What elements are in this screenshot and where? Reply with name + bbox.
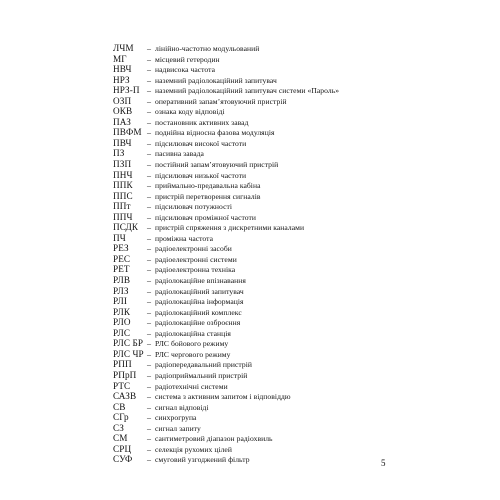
abbreviations-list bbox=[113, 43, 339, 465]
abbreviation-definition: смуговий узгоджений фільтр bbox=[155, 455, 250, 465]
abbreviation-term: РПП bbox=[113, 359, 132, 370]
abbreviation-term: ПНЧ bbox=[113, 169, 133, 180]
abbreviation-row bbox=[113, 191, 339, 202]
page-number: 5 bbox=[381, 458, 386, 468]
abbreviation-row bbox=[113, 328, 339, 339]
abbreviation-row bbox=[113, 307, 339, 318]
abbreviation-row bbox=[113, 138, 339, 149]
abbreviation-definition: підсилювач низької частоти bbox=[155, 170, 247, 180]
abbreviation-definition: радіолокаційний комплекс bbox=[155, 307, 242, 317]
abbreviation-term: РЛС bbox=[113, 327, 131, 338]
abbreviation-term: РПрП bbox=[113, 369, 137, 380]
abbreviation-term: СЗ bbox=[113, 422, 124, 433]
abbreviation-term: ПСДК bbox=[113, 222, 139, 233]
abbreviation-dash: – bbox=[147, 444, 151, 454]
abbreviation-definition: радіоприймальний пристрій bbox=[155, 370, 248, 380]
abbreviation-term: ППС bbox=[113, 190, 133, 201]
abbreviation-definition: радіолокаційне озброєння bbox=[155, 318, 241, 328]
abbreviation-dash: – bbox=[147, 276, 151, 286]
abbreviation-definition: радіолокаційний запитувач bbox=[155, 286, 244, 296]
abbreviation-definition: підсилювач потужності bbox=[155, 202, 233, 212]
abbreviation-row bbox=[113, 201, 339, 212]
abbreviation-term: САЗВ bbox=[113, 391, 137, 402]
abbreviation-term: МГ bbox=[113, 53, 127, 64]
abbreviation-term: ППт bbox=[113, 201, 131, 212]
abbreviation-definition: радіолокаційна станція bbox=[155, 328, 231, 338]
abbreviation-definition: система з активним запитом і відповіддю bbox=[155, 392, 291, 402]
abbreviation-dash: – bbox=[147, 128, 151, 138]
abbreviation-dash: – bbox=[147, 381, 151, 391]
abbreviation-definition: проміжна частота bbox=[155, 233, 214, 243]
abbreviation-row bbox=[113, 359, 339, 370]
abbreviation-definition: радіопередавальний пристрій bbox=[155, 360, 252, 370]
abbreviation-dash: – bbox=[147, 318, 151, 328]
abbreviation-term: РЛВ bbox=[113, 275, 131, 286]
abbreviation-row bbox=[113, 222, 339, 233]
abbreviation-dash: – bbox=[147, 423, 151, 433]
abbreviation-dash: – bbox=[147, 117, 151, 127]
abbreviation-dash: – bbox=[147, 65, 151, 75]
abbreviation-row bbox=[113, 444, 339, 455]
abbreviation-row bbox=[113, 433, 339, 444]
abbreviation-row bbox=[113, 317, 339, 328]
abbreviation-dash: – bbox=[147, 265, 151, 275]
abbreviation-dash: – bbox=[147, 96, 151, 106]
abbreviation-term: ОЗП bbox=[113, 95, 132, 106]
abbreviation-row bbox=[113, 275, 339, 286]
abbreviation-row bbox=[113, 296, 339, 307]
abbreviation-term: ЛЧМ bbox=[113, 43, 134, 53]
abbreviation-row bbox=[113, 75, 339, 86]
abbreviation-definition: радіотехнічні системи bbox=[155, 381, 228, 391]
abbreviation-dash: – bbox=[147, 181, 151, 191]
abbreviation-row bbox=[113, 212, 339, 223]
abbreviation-dash: – bbox=[147, 392, 151, 402]
abbreviation-term: ППК bbox=[113, 180, 133, 191]
abbreviation-term: РТС bbox=[113, 380, 131, 391]
abbreviation-term: НРЗ-П bbox=[113, 85, 140, 96]
abbreviation-definition: селекція рухомих цілей bbox=[155, 444, 232, 454]
abbreviation-dash: – bbox=[147, 160, 151, 170]
abbreviation-dash: – bbox=[147, 191, 151, 201]
abbreviation-dash: – bbox=[147, 138, 151, 148]
abbreviation-row bbox=[113, 54, 339, 65]
abbreviation-dash: – bbox=[147, 455, 151, 465]
abbreviation-dash: – bbox=[147, 297, 151, 307]
abbreviation-row bbox=[113, 117, 339, 128]
abbreviation-dash: – bbox=[147, 328, 151, 338]
abbreviation-definition: місцевий гетеродин bbox=[155, 54, 220, 64]
abbreviation-definition: оперативний запам’ятовуючий пристрій bbox=[155, 96, 287, 106]
abbreviation-dash: – bbox=[147, 434, 151, 444]
abbreviation-dash: – bbox=[147, 360, 151, 370]
abbreviation-term: РЛЗ bbox=[113, 285, 129, 296]
abbreviation-term: РЛО bbox=[113, 317, 131, 328]
abbreviation-definition: пасивна завада bbox=[155, 149, 204, 159]
abbreviation-row bbox=[113, 233, 339, 244]
abbreviation-row bbox=[113, 180, 339, 191]
abbreviation-definition: надвисока частота bbox=[155, 65, 216, 75]
abbreviation-definition: підсилювач високої частоти bbox=[155, 138, 247, 148]
abbreviation-row bbox=[113, 370, 339, 381]
abbreviation-row bbox=[113, 64, 339, 75]
abbreviation-row bbox=[113, 127, 339, 138]
abbreviation-row bbox=[113, 106, 339, 117]
abbreviation-definition: радіоелектронна техніка bbox=[155, 265, 236, 275]
abbreviation-dash: – bbox=[147, 402, 151, 412]
abbreviation-dash: – bbox=[147, 212, 151, 222]
abbreviation-row bbox=[113, 43, 339, 54]
abbreviation-term: ПЧ bbox=[113, 232, 126, 243]
abbreviation-dash: – bbox=[147, 339, 151, 349]
abbreviation-definition: лінійно-частотно модульований bbox=[155, 44, 260, 53]
abbreviation-row bbox=[113, 391, 339, 402]
abbreviation-dash: – bbox=[147, 223, 151, 233]
abbreviation-term: ОКВ bbox=[113, 106, 133, 117]
abbreviation-term: СМ bbox=[113, 433, 128, 444]
abbreviation-row bbox=[113, 148, 339, 159]
abbreviation-dash: – bbox=[147, 244, 151, 254]
abbreviation-definition: наземний радіолокаційний запитувач системи «Пароль» bbox=[155, 86, 340, 96]
abbreviation-row bbox=[113, 243, 339, 254]
abbreviation-dash: – bbox=[147, 349, 151, 359]
abbreviation-term: РЛК bbox=[113, 306, 131, 317]
abbreviation-row bbox=[113, 381, 339, 392]
abbreviation-term: РЛС ЧР bbox=[113, 348, 144, 359]
abbreviation-term: ПЗ bbox=[113, 148, 125, 159]
abbreviation-row bbox=[113, 170, 339, 181]
abbreviation-term: СГр bbox=[113, 412, 129, 423]
abbreviation-row bbox=[113, 96, 339, 107]
abbreviation-dash: – bbox=[147, 307, 151, 317]
abbreviation-definition: радіоелектронні системи bbox=[155, 254, 237, 264]
abbreviation-dash: – bbox=[147, 233, 151, 243]
abbreviation-term: ПВФМ bbox=[113, 127, 142, 138]
abbreviation-definition: підсилювач проміжної частоти bbox=[155, 212, 257, 222]
abbreviation-row bbox=[113, 254, 339, 265]
abbreviation-dash: – bbox=[147, 286, 151, 296]
abbreviation-row bbox=[113, 338, 339, 349]
abbreviation-term: РЛІ bbox=[113, 296, 128, 307]
abbreviation-dash: – bbox=[147, 370, 151, 380]
abbreviation-dash: – bbox=[147, 75, 151, 85]
abbreviation-dash: – bbox=[147, 170, 151, 180]
abbreviation-definition: радіолокаційне впізнавання bbox=[155, 276, 246, 286]
abbreviation-term: ПЗП bbox=[113, 159, 132, 170]
abbreviation-definition: поднійна відносна фазова модуляція bbox=[155, 128, 275, 138]
abbreviation-definition: наземний радіолокаційний запитувач bbox=[155, 75, 277, 85]
abbreviation-definition: радіоелектронні засоби bbox=[155, 244, 232, 254]
abbreviation-row bbox=[113, 423, 339, 434]
abbreviation-row bbox=[113, 349, 339, 360]
abbreviation-definition: РЛС чергового режиму bbox=[155, 349, 231, 359]
abbreviation-term: ПАЗ bbox=[113, 116, 131, 127]
abbreviation-definition: постановник активних завад bbox=[155, 117, 249, 127]
abbreviation-term: ППЧ bbox=[113, 211, 133, 222]
abbreviation-dash: – bbox=[147, 149, 151, 159]
abbreviation-row bbox=[113, 159, 339, 170]
abbreviation-definition: пристрій спряження з дискретними каналами bbox=[155, 223, 305, 233]
abbreviation-row bbox=[113, 286, 339, 297]
abbreviation-term: ПВЧ bbox=[113, 137, 132, 148]
abbreviation-definition: сигнал відповіді bbox=[155, 402, 209, 412]
abbreviation-dash: – bbox=[147, 86, 151, 96]
abbreviation-definition: пристрій перетворення сигналів bbox=[155, 191, 261, 201]
abbreviation-term: НВЧ bbox=[113, 64, 132, 75]
abbreviation-dash: – bbox=[147, 54, 151, 64]
abbreviation-row bbox=[113, 85, 339, 96]
abbreviation-dash: – bbox=[147, 107, 151, 117]
abbreviation-dash: – bbox=[147, 413, 151, 423]
abbreviation-definition: постійний запам’ятовуючий пристрій bbox=[155, 160, 279, 170]
abbreviation-dash: – bbox=[147, 254, 151, 264]
abbreviation-definition: радіолокаційна інформація bbox=[155, 297, 244, 307]
abbreviation-row bbox=[113, 264, 339, 275]
abbreviation-term: РЕЗ bbox=[113, 243, 129, 254]
abbreviation-term: СРЦ bbox=[113, 443, 132, 454]
abbreviation-definition: ознака коду відповіді bbox=[155, 107, 225, 117]
abbreviation-row bbox=[113, 412, 339, 423]
abbreviation-definition: сигнал запиту bbox=[155, 423, 201, 433]
abbreviation-row bbox=[113, 454, 339, 465]
abbreviation-definition: сантиметровий діапазон радіохвиль bbox=[155, 434, 273, 444]
abbreviation-term: РЕС bbox=[113, 253, 131, 264]
abbreviation-definition: синхрогрупа bbox=[155, 413, 197, 423]
abbreviation-dash: – bbox=[147, 202, 151, 212]
abbreviation-dash: – bbox=[147, 44, 151, 53]
abbreviation-term: СВ bbox=[113, 401, 126, 412]
abbreviation-term: НРЗ bbox=[113, 74, 130, 85]
abbreviation-term: РЕТ bbox=[113, 264, 130, 275]
abbreviation-row bbox=[113, 402, 339, 413]
abbreviation-term: СУФ bbox=[113, 454, 133, 465]
abbreviation-definition: РЛС бойового режиму bbox=[155, 339, 229, 349]
abbreviation-definition: приймально-предавальна кабіна bbox=[155, 181, 261, 191]
abbreviation-term: РЛС БР bbox=[113, 338, 144, 349]
